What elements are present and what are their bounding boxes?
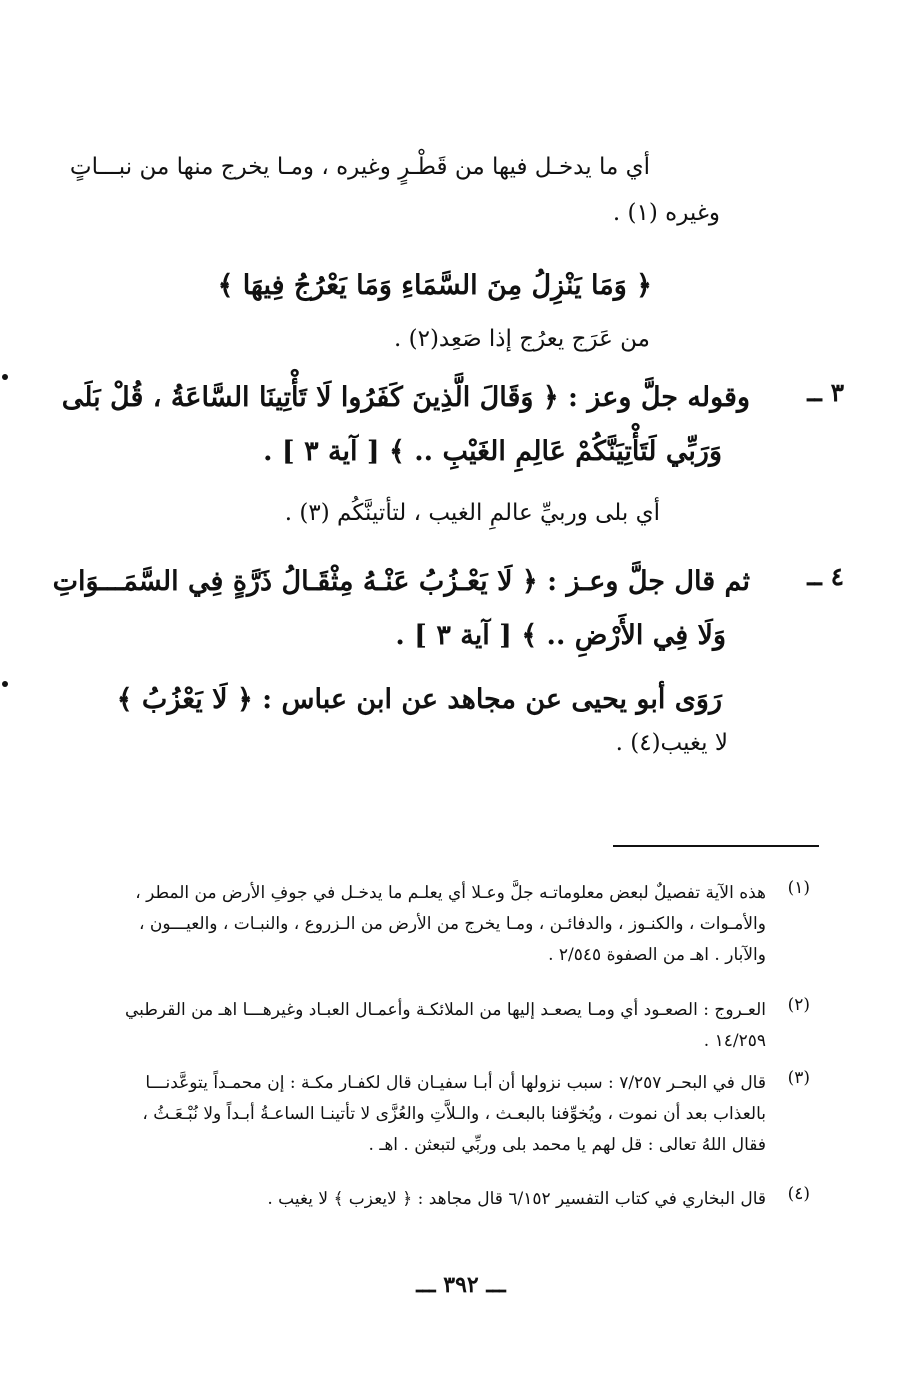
- footnote-3-number: (٣): [787, 1068, 810, 1088]
- item-3-line-1: وقوله جلَّ وعز : ﴿ وَقَالَ الَّذِينَ كَفَرُوا لَا تَأْتِينَا السَّاعَةُ ، قُلْ بَلَى: [61, 382, 750, 413]
- footnote-1-line-3: والآبار . اهـ من الصفوة ٢/٥٤٥ .: [548, 945, 766, 965]
- margin-dot-bottom: [2, 681, 8, 687]
- item-4-number: ٤ ــ: [807, 562, 844, 591]
- margin-dot-top: [2, 374, 8, 380]
- footnote-4: [106, 1184, 766, 1215]
- footnote-1-line-1: هذه الآية تفصيلٌ لبعض معلوماتـه جلَّ وعـلا أي يعلـم ما يدخـل في جوفِ الأرض من المطر ،: [135, 883, 766, 903]
- footnote-2-number: (٢): [787, 995, 810, 1015]
- footnote-1: [106, 878, 766, 971]
- paragraph-1-line-1: أي ما يدخـل فيها من قَطْـرٍ وغيره ، ومـا يخرج منها من نبـــاتٍ: [69, 154, 650, 180]
- quran-verse-1: ﴿ وَمَا يَنْزِلُ مِنَ السَّمَاءِ وَمَا يَعْرُجُ فِيهَا ﴾: [217, 270, 652, 301]
- footnote-2-line-1: العـروج : الصعـود أي ومـا يصعـد إليها من الملائكـة وأعمـال العبـاد وغيرهـــا اهـ من القرطبي: [125, 1000, 766, 1020]
- footnote-4-line-1: قال البخاري في كتاب التفسير ٦/١٥٢ قال مجاهد : ﴿ لايعزب ﴾ لا يغيب .: [267, 1189, 766, 1209]
- paragraph-1-line-2: وغيره (١) .: [612, 200, 720, 226]
- paragraph-4-line-2: لا يغيب(٤) .: [615, 730, 728, 756]
- item-3-line-2: وَرَبِّي لَتَأْتِيَنَّكُمْ عَالِمِ الغَيْبِ .. ﴾ [ آية ٣ ] .: [263, 436, 722, 467]
- item-3-number: ٣ ــ: [807, 378, 844, 407]
- page-number: ـــ ٣٩٢ ـــ: [416, 1272, 506, 1298]
- footnote-3: [106, 1068, 766, 1161]
- footnote-3-line-3: فقال اللهُ تعالى : قل لهم يا محمد بلى وربِّي لتبعثن . اهـ .: [368, 1135, 766, 1155]
- paragraph-4-line-1: رَوَى أبو يحيى عن مجاهد عن ابن عباس : ﴿ لَا يَعْزُبُ ﴾: [116, 684, 722, 715]
- footnote-2-line-2: ١٤/٢٥٩ .: [703, 1031, 766, 1051]
- item-4-line-1: ثم قال جلَّ وعـز : ﴿ لَا يَعْـزُبُ عَنْـهُ مِثْقَـالُ ذَرَّةٍ فِي السَّمَـــوَاتِ: [52, 566, 750, 597]
- item-4-line-2: وَلَا فِي الأَرْضِ .. ﴾ [ آية ٣ ] .: [395, 620, 726, 651]
- footnote-2: [106, 995, 766, 1057]
- footnote-4-number: (٤): [787, 1184, 810, 1204]
- footnote-3-line-2: بالعذاب بعد أن نموت ، ويُخوِّفنا بالبعـث ، والـلاَّتِ والعُزَّى لا تأتينـا الساعـةُ أبـداً ولا نُبْـعَـثُ ،: [142, 1104, 766, 1124]
- footnote-1-number: (١): [787, 878, 810, 898]
- footnote-3-line-1: قال في البحـر ٧/٢٥٧ : سبب نزولها أن أبـا سفيـان قال لكفـار مكـة : إن محمـداً يتوعَّدنـــا: [145, 1073, 766, 1093]
- paragraph-3: أي بلى وربيِّ عالمِ الغيب ، لتأتينَّكُم (٣) .: [284, 500, 660, 526]
- footnote-1-line-2: والأمـوات ، والكنـوز ، والدفائـن ، ومـا يخرج من الأرض من الـزروع ، والنبـات ، والعيـــون ،: [138, 914, 766, 934]
- footnote-separator: [613, 845, 819, 847]
- paragraph-2: من عَرَج يعرُج إذا صَعِد(٢) .: [393, 326, 650, 352]
